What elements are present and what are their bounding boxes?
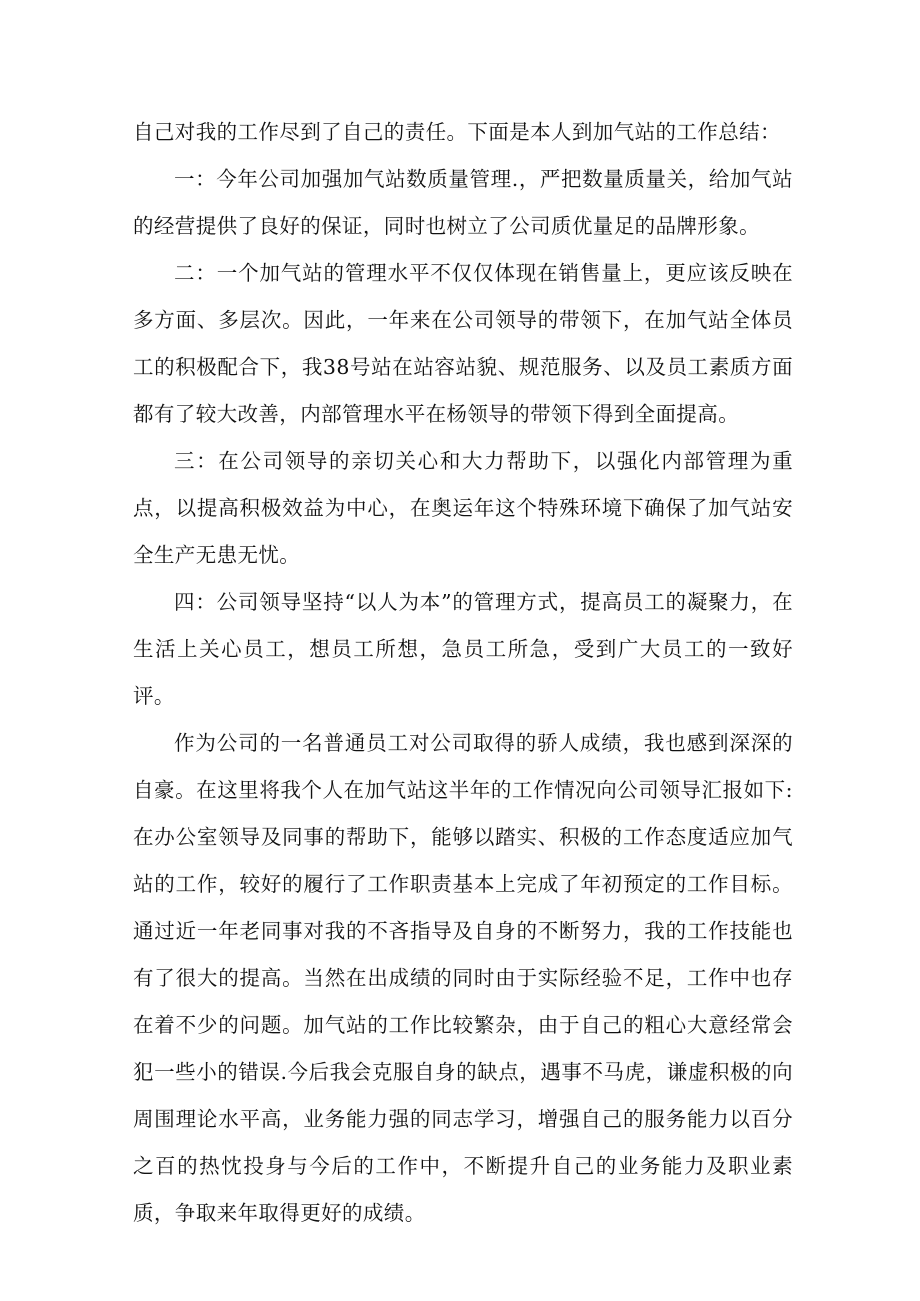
paragraph-item-one: 一：今年公司加强加气站数质量管理.，严把数量质量关，给加气站的经营提供了良好的保证，同时也树立了公司质优量足的品牌形象。 xyxy=(133,167,793,238)
paragraph-continuation: 自己对我的工作尽到了自己的责任。下面是本人到加气站的工作总结： xyxy=(133,120,781,144)
paragraph-item-four: 四：公司领导坚持“以人为本”的管理方式，提高员工的凝聚力，在生活上关心员工，想员工所想，急员工所急，受到广大员工的一致好评。 xyxy=(133,590,793,708)
paragraph-summary: 作为公司的一名普通员工对公司取得的骄人成绩，我也感到深深的自豪。在这里将我个人在加气站这半年的工作情况向公司领导汇报如下:在办公室领导及同事的帮助下，能够以踏实、积极的工作态度适应加气站的工作，较好的履行了工作职责基本上完成了年初预定的工作目标。通过近一年老同事对我的不吝指导及自身的不断努力，我的工作技能也有了很大的提高。当然在出成绩的同时由于实际经验不足，工作中也存在着不少的问题。加气站的工作比较繁杂，由于自己的粗心大意经常会犯一些小的错误.今后我会克服自身的缺点，遇事不马虎，谦虚积极的向周围理论水平高，业务能力强的同志学习，增强自己的服务能力以百分之百的热忱投身与今后的工作中，不断提升自己的业务能力及职业素质，争取来年取得更好的成绩。 xyxy=(133,731,793,1225)
document-body xyxy=(133,109,793,1237)
paragraph-item-two: 二：一个加气站的管理水平不仅仅体现在销售量上，更应该反映在多方面、多层次。因此，一年来在公司领导的带领下，在加气站全体员工的积极配合下，我38号站在站容站貌、规范服务、以及员工素质方面都有了较大改善，内部管理水平在杨领导的带领下得到全面提高。 xyxy=(133,261,793,426)
paragraph-item-three: 三：在公司领导的亲切关心和大力帮助下，以强化内部管理为重点，以提高积极效益为中心，在奥运年这个特殊环境下确保了加气站安全生产无患无忧。 xyxy=(133,449,793,567)
